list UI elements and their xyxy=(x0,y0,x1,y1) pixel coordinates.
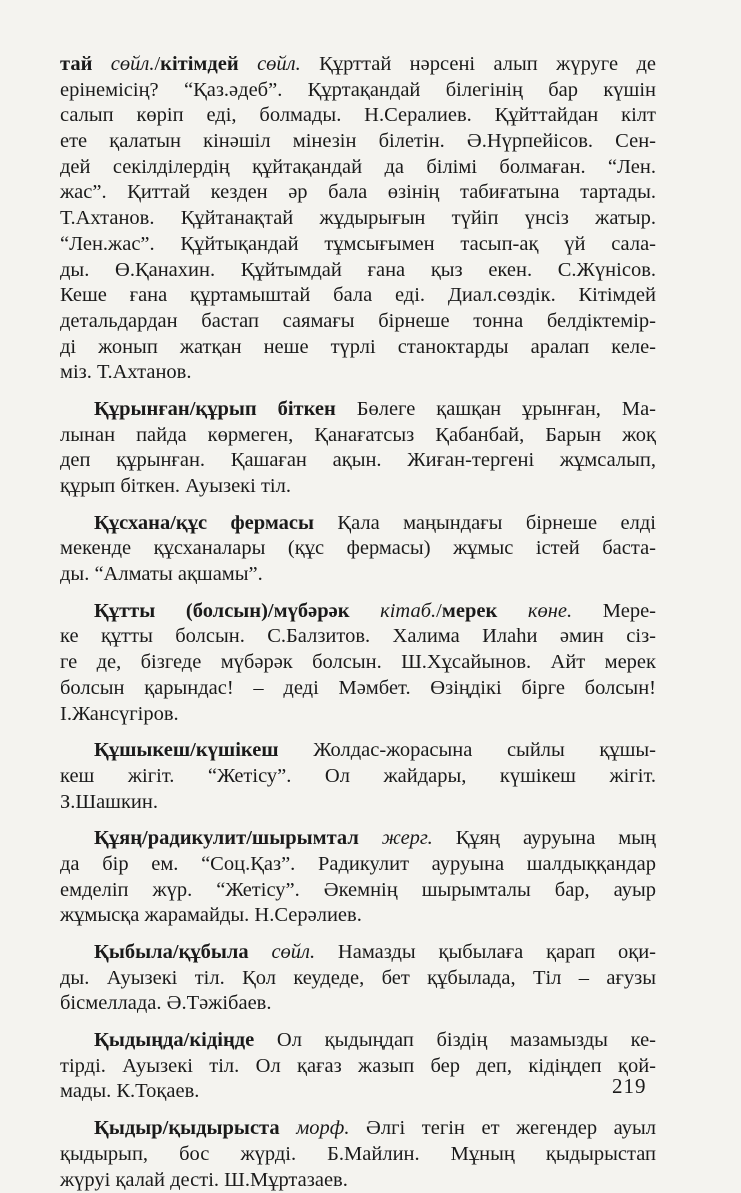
usage-label: сөйл. xyxy=(257,53,301,75)
text-line xyxy=(60,878,656,904)
text-line xyxy=(60,423,656,449)
text-line xyxy=(60,103,656,129)
entry-text: ете қалатын кінәшіл мінезін білетін. Ә.Нүрпейісов. Сен- xyxy=(60,130,656,152)
entry-text: кеш жігіт. “Жетісу”. Ол жайдары, күшікеш жігіт. xyxy=(60,765,656,787)
text-line xyxy=(60,232,656,258)
entry-text: ды. Ауызекі тіл. Қол кеудеде, бет құбылада, Тіл – ағузы xyxy=(60,967,656,989)
text-line xyxy=(60,180,656,206)
text-line xyxy=(60,738,656,764)
entry-text: мекенде құсханалары (құс фермасы) жұмыс істей баста- xyxy=(60,537,656,559)
entry-text: жұмысқа жарамайды. Н.Серәлиев. xyxy=(60,904,362,926)
usage-label: көне. xyxy=(528,600,572,622)
entry-text: / xyxy=(436,600,442,622)
headword: кітімдей xyxy=(160,53,257,75)
text-line xyxy=(60,903,656,929)
text-line xyxy=(60,536,656,562)
headword: мерек xyxy=(442,600,528,622)
text-line xyxy=(60,676,656,702)
entry-text: қыдырып, бос жүрді. Б.Майлин. Мұның қыдырыстап xyxy=(60,1143,656,1165)
entry-text: да бір ем. “Соц.Қаз”. Радикулит ауруына шалдыққандар xyxy=(60,853,656,875)
text-line xyxy=(60,966,656,992)
text-line xyxy=(60,991,656,1017)
usage-label: кітаб. xyxy=(380,600,436,622)
dictionary-entry xyxy=(60,397,656,500)
headword: Құтты (болсын)/мүбәрәк xyxy=(94,600,380,622)
text-line xyxy=(60,206,656,232)
headword: Құрынған/құрып біткен xyxy=(94,398,336,420)
usage-label: морф. xyxy=(296,1117,349,1139)
text-line xyxy=(60,1028,656,1054)
entry-text: жас”. Қиттай кезден әр бала өзінің табиғатына тартады. xyxy=(60,181,656,203)
entry-text: құрып біткен. Ауызекі тіл. xyxy=(60,475,291,497)
text-line xyxy=(60,650,656,676)
dictionary-entry xyxy=(60,1116,656,1193)
text-line xyxy=(60,624,656,650)
text-line xyxy=(60,1168,656,1193)
entry-text: Әлгі тегін ет жегендер ауыл xyxy=(349,1117,656,1139)
headword: Құшыкеш/күшікеш xyxy=(94,739,279,761)
text-line xyxy=(60,335,656,361)
text-line xyxy=(60,78,656,104)
headword: Құяң/радикулит/шырымтал xyxy=(94,827,382,849)
entry-text: Т.Ахтанов. Құйтанақтай жұдырығын түйіп үнсіз жатыр. xyxy=(60,207,656,229)
dictionary-entry xyxy=(60,826,656,929)
entry-text: ді жонып жатқан неше түрлі станоктарды аралап келе- xyxy=(60,336,656,358)
text-line xyxy=(60,511,656,537)
entry-text: ды. Ө.Қанахин. Құйтымдай ғана қыз екен. С.Жүнісов. xyxy=(60,259,656,281)
text-line xyxy=(60,474,656,500)
text-line xyxy=(60,1054,656,1080)
page-number: 219 xyxy=(612,1074,647,1099)
entry-continuation xyxy=(60,52,656,386)
entry-text: жүруі қалай десті. Ш.Мұртазаев. xyxy=(60,1169,348,1191)
text-line xyxy=(60,1116,656,1142)
entry-text: болсын қарындас! – деді Мәмбет. Өзіңдікі бірге болсын! xyxy=(60,677,656,699)
dictionary-entry xyxy=(60,1028,656,1105)
headword: тай xyxy=(60,53,111,75)
entry-text: З.Шашкин. xyxy=(60,791,158,813)
text-line xyxy=(60,155,656,181)
text-line xyxy=(60,562,656,588)
text-line xyxy=(60,397,656,423)
text-line xyxy=(60,309,656,335)
entry-text: салып көріп еді, болмады. Н.Сералиев. Құйттайдан кілт xyxy=(60,104,656,126)
entry-text: Құрттай нәрсені алып жүруге де xyxy=(301,53,656,75)
text-line xyxy=(60,258,656,284)
text-line xyxy=(60,283,656,309)
entry-text: ке құтты болсын. С.Балзитов. Халима Илаһи әмин сіз- xyxy=(60,625,656,647)
headword: Қыдыңда/кідіңде xyxy=(94,1029,254,1051)
text-line xyxy=(60,940,656,966)
dictionary-entry xyxy=(60,511,656,588)
text-line xyxy=(60,448,656,474)
entry-text: Қала маңындағы бірнеше елді xyxy=(314,512,656,534)
headword: Қыдыр/қыдырыста xyxy=(94,1117,296,1139)
text-line xyxy=(60,599,656,625)
text-line xyxy=(60,129,656,155)
text-line xyxy=(60,764,656,790)
dictionary-entry xyxy=(60,738,656,815)
usage-label: сөйл. xyxy=(111,53,155,75)
entry-text: мады. К.Тоқаев. xyxy=(60,1080,199,1102)
entry-text: дей секілділердің құйтақандай да білімі болмаған. “Лен. xyxy=(60,156,656,178)
text-line xyxy=(60,1079,656,1105)
entry-text: лынан пайда көрмеген, Қанағатсыз Қабанбай, Барын жоқ xyxy=(60,424,656,446)
text-line xyxy=(60,826,656,852)
text-line xyxy=(60,852,656,878)
entry-text: / xyxy=(154,53,160,75)
text-line xyxy=(60,790,656,816)
entry-text: емделіп жүр. “Жетісу”. Әкемнің шырымталы бар, ауыр xyxy=(60,879,656,901)
entry-text: Ол қыдыңдап біздің мазамызды ке- xyxy=(254,1029,656,1051)
dictionary-page xyxy=(60,52,656,1193)
entry-text: “Лен.жас”. Құйтықандай тұмсығымен тасып-ақ үй сала- xyxy=(60,233,656,255)
text-line xyxy=(60,702,656,728)
entry-text: міз. Т.Ахтанов. xyxy=(60,361,192,383)
entry-text: ерінемісің? “Қаз.әдеб”. Құртақандай білегінің бар күшін xyxy=(60,79,656,101)
headword: Қыбыла/құбыла xyxy=(94,941,271,963)
entry-text: тірді. Ауызекі тіл. Ол қағаз жазып бер деп, кідіңдеп қой- xyxy=(60,1055,656,1077)
entry-text: Құяң ауруына мың xyxy=(433,827,656,849)
entry-text: Кеше ғана құртамыштай бала еді. Диал.сөздік. Кітімдей xyxy=(60,284,656,306)
usage-label: сөйл. xyxy=(271,941,315,963)
entry-text: деп құрынған. Қашаған ақын. Жиған-тергені жұмсалып, xyxy=(60,449,656,471)
entry-text: Жолдас-жорасына сыйлы құшы- xyxy=(279,739,656,761)
text-line xyxy=(60,52,656,78)
entry-text: І.Жансүгіров. xyxy=(60,703,179,725)
entry-text: Намазды қыбылаға қарап оқи- xyxy=(315,941,656,963)
entry-text: Мере- xyxy=(572,600,656,622)
entry-text: ды. “Алматы ақшамы”. xyxy=(60,563,263,585)
dictionary-entry xyxy=(60,599,656,727)
headword: Құсхана/құс фермасы xyxy=(94,512,314,534)
entry-text: бісмеллада. Ә.Тәжібаев. xyxy=(60,992,271,1014)
entry-text: детальдардан бастап саямағы бірнеше тонна белдіктемір- xyxy=(60,310,656,332)
text-line xyxy=(60,360,656,386)
text-line xyxy=(60,1142,656,1168)
dictionary-entry xyxy=(60,940,656,1017)
usage-label: жерг. xyxy=(382,827,433,849)
entry-text: Бөлеге қашқан ұрынған, Ма- xyxy=(336,398,656,420)
entry-text: ге де, бізгеде мүбәрәк болсын. Ш.Хұсайынов. Айт мерек xyxy=(60,651,656,673)
